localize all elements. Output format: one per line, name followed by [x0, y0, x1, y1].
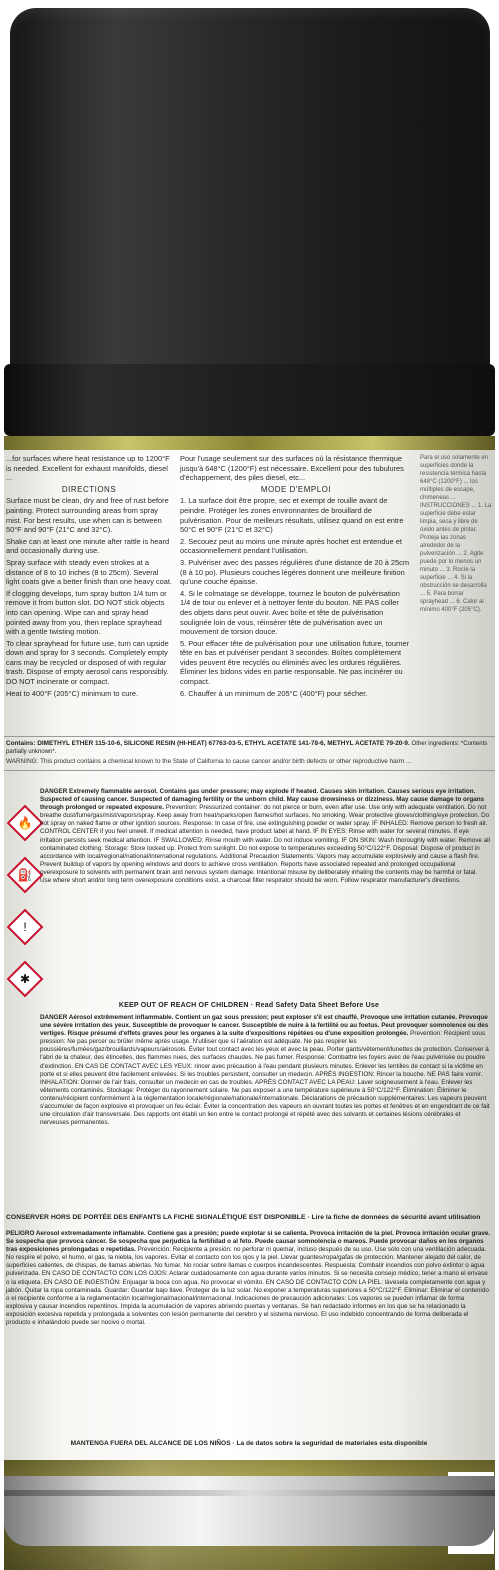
direction-step: 3. Pulvériser avec des passes régulières d'une distance de 20 à 25cm (8 à 10 po). Plusieurs couches légères donnent une meilleure finition qu'une couche épaisse. [180, 557, 410, 587]
direction-step: Spray surface with steady even strokes at a distance of 8 to 10 inches (8 to 25cm). Several light coats give a better finish than one heavy coat. [6, 557, 172, 587]
directions-heading: DIRECTIONS [61, 484, 117, 494]
keep-out-notice: KEEP OUT OF REACH OF CHILDREN · Read Safety Data Sheet Before Use [118, 1002, 380, 1009]
label-top-band [4, 436, 495, 450]
can-label [4, 436, 495, 1476]
direction-step: 1. La surface doit être propre, sec et exempt de rouille avant de peindre. Protéger les zones environnantes de brouillard de pulvérisation. Pour de meilleurs résultats, utilisez quand on est entre 50°C et 90°F (21°C et 32°C) [180, 496, 404, 535]
spanish-text: Para el uso solamente en superficies donde la resistencia térmica hasta 648°C (1200°F) ... los múltiples de escape, chimeneas ... INSTRUCCIONES ... 1. La superficie debe estar limpia, seca y libre de óxido antes de pintar. Proteja las zonas alrededor de la pulverización ... 2. Agite puede por lo menos un minuto ... 3. Rocíe la superficie ... 4. Si la obstrucción se desarrolla ... 5. Para borrar sprayhead ... 6. Calor al mínimo 400°F (205°C). [420, 455, 492, 613]
ingredients-note: Other ingredients: *Contents partially unknown*. [6, 741, 488, 755]
direction-step: 2. Secouez peut au moins une minute après hochet est entendue et occasionnellement pendant l'utilisation. [180, 536, 402, 556]
directions-english [6, 454, 172, 700]
hazard-prevention: Prevention: Pressurized container: do not pierce or burn, even after use. Use only with adequate ventilation. Do not breathe dust/fume/gas/mist/vapors/spray. Keep away from heat/sparks/open flames/hot surfaces. No smoking. Wear protective gloves/clothing/eye protection. Do not spray on naked flame or other ignition sources. [40, 804, 490, 828]
divider [4, 736, 495, 737]
gas-cylinder-icon: ⛽ [7, 857, 44, 894]
exclamation-hazard-icon: ! [7, 909, 44, 946]
direction-step: 5. Pour effacer tête de pulvérisation pour une utilisation future, tourner tête en bas et pulvériser pendant 3 secondes. Boîtes complètement vides peuvent être recyclés ou éliminés avec les ordures régulières. Éliminer les bidons vides en partie responsable. Ne pas incinérer ou compact. [180, 638, 410, 687]
direction-step: 4. Si le colmatage se développe, tournez le bouton de pulvérisation 1/4 de tour ou enlever et à nettoyer fente du bouton. NE PAS coller des objets dans peut ouvrir. Avec boîte et tête de pulvérisation soulignée loin de vous, réinsérer tête de pulvérisation avec un mouvement de torsion douce. [180, 588, 400, 637]
mode-emploi-heading: MODE D'EMPLOI [260, 484, 332, 494]
direction-step: Heat to 400°F (205°C) minimum to cure. [6, 688, 139, 698]
conserver-notice: CONSERVER HORS DE PORTÉE DES ENFANTS LA FICHE SIGNALÉTIQUE EST DISPONIBLE · Lire la fiche de données de sécurité avant utilisation [6, 1214, 481, 1221]
hazard-signal: DANGER Aérosol extrêmement inflammable. Contient un gaz sous pression; peut exploser s'il est chauffé. Provoque une irritation cutanée. Provoque une sévère irritation des yeux. Susceptible de provoquer le cancer. Susceptible de nuire à la fertilité ou au foetus. Peut provoquer somnolence ou des vertiges. Risque présumé d'effets graves pour les organes à la suite d'expositions répétées ou d'une exposition prolongée. [40, 1014, 489, 1038]
direction-step: Shake can at least one minute after rattle is heard and occasionally during use. [6, 536, 170, 556]
divider [4, 770, 495, 771]
hazard-french [40, 1014, 490, 1127]
hazard-prevention: Prevención: Recipiente a presión: no perforar ni quemar, incluso después de su uso. Use sólo con una ventilación adecuada. No respire el polvo, el humo, el gas, la niebla, los vapores. Evitar el contacto con los ojos y la piel. Llevar guantes/ropa/gafas de protección. Mantener alejado del calor, de superficies calientes, de chispas, de llamas abiertas. No fumar. No rociar sobre llamas o cuerpos incandescentes. [6, 1246, 487, 1270]
hazard-disposal: Eliminar: Eliminar el contenido o el recipiente conforme a la reglamentación local/regional/nacional/internacional. Indicaciones de precaución adicionales: Los vapores se pueden inflamar de forma explosiva y causar incendios repentinos. Impida la acumulación de vapores abriendo puertas y ventanas. Se han redactado informes en los que se ha relacionado la exposición excesiva repetida y prolongada a solventes con lesión permanente del cerebro y el sistema nervioso. El uso indebido concentrando de forma deliberada el producto e inhalándolo puede ser nocivo o mortal. [6, 1286, 489, 1327]
direction-step: To clear sprayhead for future use, turn can upside down and spray for 3 seconds. Completely empty cans may be recycled or disposed of with regular trash. Dispose of empty aerosol cans responsibly. DO NOT incinerate or compact. [6, 638, 169, 687]
ingredients-list: Contains: DIMETHYL ETHER 115-10-6, SILICONE RESIN (HI-HEAT) 67763-03-5, ETHYL ACETATE 141-78-6, METHYL ACETATE 79-20-9. [6, 740, 410, 747]
can-cap [10, 8, 490, 368]
hazard-storage: Stockage: Protéger du rayonnement solaire. Ne pas exposer a une température supérieure à 50°C/122°F. [106, 1086, 402, 1094]
direction-step: 6. Chauffer à un minimum de 205°C (400°F) pour sécher. [180, 688, 368, 698]
direction-step: Surface must be clean, dry and free of rust before painting. Protect surrounding areas from spray mist. For best results, use when can is between 50°F and 90°F (21°C and 32°C). [6, 496, 169, 535]
hazard-response: Response: In case of fire, use extinguishing powder or water spray. IF INHALED: Remove person to fresh air. CONTROL CENTER if you feel unwell. If medical attention is needed, have product label at hand. IF IN EYES: Rinse with water for several minutes. If eye irritation persists seek medical attention. IF SWALLOWED: Rinse mouth with water. Do not induce vomiting. IF ON SKIN: Wash thoroughly with water. Remove all contaminated clothing. [40, 820, 490, 852]
hazard-signal: DANGER Extremely flammable aerosol. Contains gas under pressure; may explode if heated. Causes skin irritation. Causes serious eye irritation. Suspected of causing cancer. Suspected of damaging fertility or the unborn child. May cause drowsiness or dizziness. May cause damage to organs through prolonged or repeated exposure. [40, 788, 485, 812]
health-hazard-icon: ✱ [7, 961, 44, 998]
prop65-warning: WARNING: This product contains a chemical known to the State of California to cause cancer and/or birth defects or other reproductive harm ... [6, 758, 412, 765]
directions-french [180, 454, 412, 700]
aerosol-can [4, 0, 495, 1546]
ingredients [6, 740, 492, 756]
hazard-response: Response: Combattre les foyers avec de l'eau pulvérisée ou poudre d'extinction. EN CAS DE CONTACT AVEC LES YEUX: rincer avec précaution à l'eau pendant plusieurs minutes. Enlever les lentilles de contact si la victime en porte et si elles peuvent être facilement enlevées. Si les troubles persistent, consulter un medecin. APRÈS INGESTION: Rincer la bouche. NE PAS faire vomir. INHALATION: Donner de l'air frais, consulter un medecin en cas de troubles. APRÈS CONTACT AVEC LA PEAU: Laver soigneusement à l'eau. Enlever les vêtements contaminés. [40, 1054, 486, 1094]
hazard-storage: Storage: Store locked up. Protect from sunlight. Do not expose to temperatures exceeding 50°C/122°F. [104, 844, 392, 852]
directions-spanish [420, 454, 492, 616]
can-bottom [4, 1476, 495, 1546]
hazard-storage: Guardar: Guardar bajo llave. Proteger de la luz solar. No exponer a temperaturas superiores a 50°C/122°F. [104, 1286, 403, 1294]
hazard-response: Respuesta: Combatir incendios con polvo extintor o agua pulverizada. EN CASO DE CONTACTO CON LOS OJOS: Aclarar cuidadosamente con agua durante varios minutos. Si se necesita consejo médico, tener a mano el envase o la etiqueta. EN CASO DE INGESTIÓN: Enjuagar la boca con agua. No provocar el vómito. EN CASO DE CONTACTO CON LA PIEL: lávesela completamente con agua y jabón. Quitar la ropa contaminada. [6, 1262, 488, 1294]
hazard-prevention: Prevention: Récipient sous pression: Ne pas percer ou brûler même après usage. N'utiliser que si l'aération est adéquate. Ne pas respirer les poussières/fumées/gaz/brouillards/vapeurs/aérosols. Éviter tout contact avec les yeux et avec la peau. Porter gants/vêtement/lunettes de protection. Conserver à l'abri de la chaleur, des étincelles, des flammes nues, des surfaces chaudes. Ne pas fumer. [40, 1030, 489, 1062]
flame-hazard-icon: 🔥 [7, 805, 44, 842]
ghs-pictograms [8, 798, 38, 1018]
hazard-disposal: Disposal: Dispose of product in accordance with local/regional/national/international regulations. Additional Precaution Statements: Vapors may accumulate explosively and cause a flash fire. Prevent buildup of vapors by opening windows and doors to achieve cross ventilation. Reports have associated repeated and prolonged occupational overexposure to solvents with permanent brain and nervous system damage. Intentional misuse by deliberately inhaling the contents may be harmful or fatal. Use where short and/or long term overexposure conditions exist, a charcoal filter respirator should be worn. Follow respirator manufacturer's directions. [40, 844, 480, 885]
hazard-disposal: Élimination: Éliminer le contenu/récipient conformément à la réglementation locale/régionale/nationale/internationale. Déclarations de précaution supplémentaires: Les vapeurs peuvent s'accumuler de façon explosive et provoquer un feu éclair. Éviter la concentration des vapeurs en ouvrant toutes les portes et fenêtres et en engendrant de ce fait une circulation d'air transversale. Des rapports ont établi un lien entre le contact prolongé et répété avec des solvants et certaines lésions cérébrales et nerveuses permanentes. [40, 1086, 490, 1127]
hazard-english [40, 788, 490, 885]
cap-rim [4, 364, 495, 436]
mantenga-notice: MANTENGA FUERA DEL ALCANCE DE LOS NIÑOS · La de datos sobre la seguridad de materiales esta disponible [70, 1440, 428, 1447]
intro-english: ...for surfaces where heat resistance up to 1200°F is needed. Excellent for exhaust manifolds, diesel ... [6, 454, 170, 483]
hazard-spanish [6, 1230, 492, 1327]
direction-step: If clogging develops, turn spray button 1/4 turn or remove it from button slot. DO NOT stick objects into can opening. Wipe can and spray head pointed away from you, then replace sprayhead with a gentle twisting motion. [6, 588, 167, 637]
intro-french: Pour l'usage seulement sur des surfaces où la résistance thermique jusqu'à 648°C (1200°F) est nécessaire. Excellent pour des tubulures d'échappement, des piles diesel, etc... [180, 454, 404, 483]
hazard-signal: PELIGRO Aerosol extremadamente inflamable. Contiene gas a presión; puede explotar si se calienta. Provoca irritación de la piel. Provoca irritación ocular grave. Se sospecha que provoca cáncer. Se sospecha que perjudica la fertilidad o al feto. Puede causar somnolencia o mareos. Puede provocar daños en los órganos tras exposiciones prolongadas o repetidas. [6, 1230, 491, 1254]
